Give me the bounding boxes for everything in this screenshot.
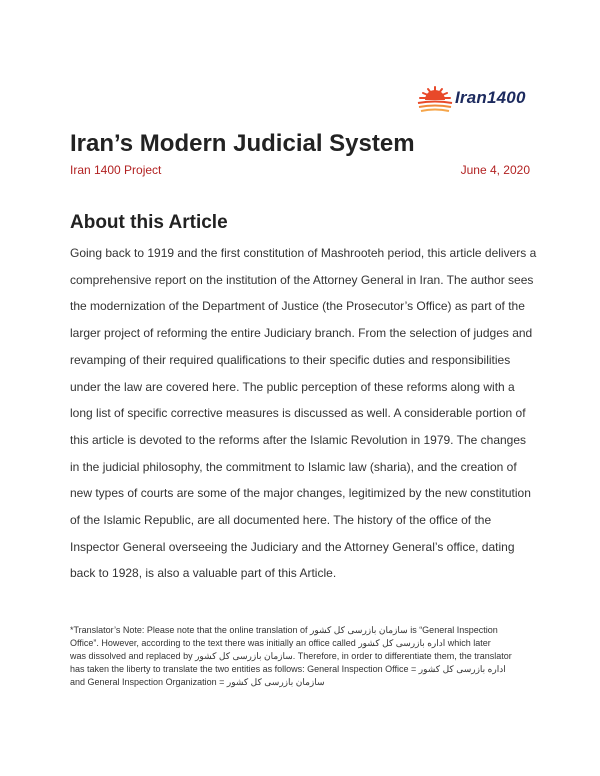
summary-line: larger project of reforming the entire Judiciary branch. From the selection of judges and: [70, 326, 533, 341]
logo-wordmark: Iran1400: [455, 88, 526, 107]
publication-date: June 4, 2020: [460, 163, 530, 177]
summary-line: in the judicial philosophy, the commitment to Islamic law (sharia), and the creation of: [70, 459, 517, 474]
summary-line: new types of courts are some of the major changes, legitimized by the new constitution: [70, 486, 531, 501]
summary-line: comprehensive report on the institution of the Attorney General in Iran. The author sees: [70, 272, 534, 287]
summary-line: this article is devoted to the reforms after the Islamic Revolution in 1979. The changes: [70, 432, 527, 447]
summary-line: of the Islamic Republic, are all documented here. The history of the office of the: [70, 513, 492, 528]
summary-line: under the law are covered here. The public perception of these reforms along with a: [70, 379, 515, 394]
article-summary: [70, 240, 537, 587]
note-line: has taken the liberty to translate the two entities as follows: General Inspection Office = اداره بازرسی کل کشور: [70, 664, 506, 674]
summary-line: Going back to 1919 and the first constitution of Mashrooteh period, this article delivers a: [70, 246, 537, 260]
note-line: *Translator’s Note: Please note that the online translation of سازمان بازرسی کل کشور is “General Inspection: [70, 625, 498, 635]
section-heading: About this Article: [70, 212, 228, 233]
note-line: and General Inspection Organization = سازمان بازرسی کل کشور: [70, 677, 325, 687]
subline: [70, 163, 530, 177]
translator-note: [70, 624, 532, 689]
summary-line: back to 1928, is also a valuable part of this Article.: [70, 566, 337, 581]
sun-icon: [416, 84, 454, 114]
project-name: Iran 1400 Project: [70, 163, 162, 177]
iran1400-logo: [416, 84, 536, 114]
summary-line: long list of specific corrective measures is discussed as well. A considerable portion of: [70, 406, 526, 421]
summary-line: Inspector General overseeing the Judiciary and the Attorney General’s office, dating: [70, 539, 515, 554]
summary-line: revamping of their required qualifications to their specific duties and responsibilities: [70, 352, 511, 367]
summary-paragraph: [70, 240, 537, 587]
note-line: was dissolved and replaced by سازمان بازرسی کل کشور. Therefore, in order to differentiate them, the translator: [70, 651, 512, 661]
note-line: Office”. However, according to the text there was initially an office called اداره بازرسی کل کشور which later: [70, 638, 491, 648]
summary-line: the modernization of the Department of Justice (the Prosecutor’s Office) as part of the: [70, 299, 525, 314]
page-title: Iran’s Modern Judicial System: [70, 130, 415, 157]
